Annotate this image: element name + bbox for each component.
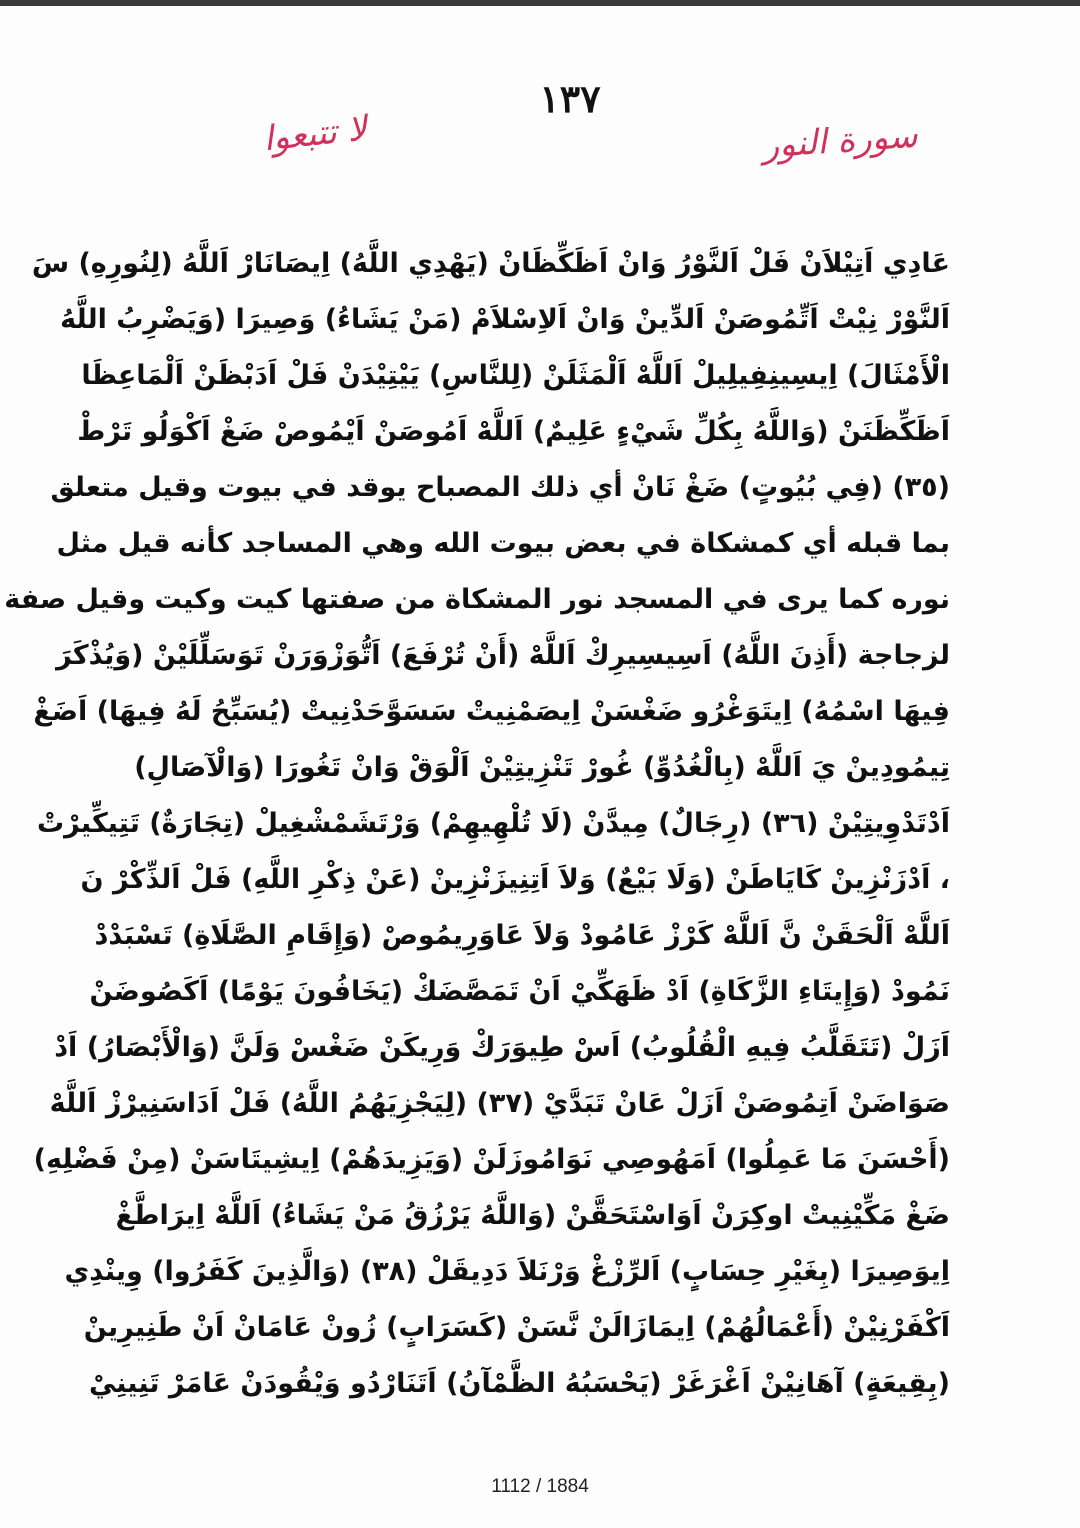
text-line: اِيوَصِيرَا (بِغَيْرِ حِسَابٍ) اَلرِّزْغْ وَرْنَلاَ دَدِيقَلْ (٣٨) (وَالَّذِينَ كَفَرُوا) وِينْدِي — [64, 1256, 950, 1287]
text-line: (بِقِيعَةٍ) آهَانِيْنْ اَغْرَغَرْ (يَحْسَبُهُ الظَّمْآنُ) اَتَنَارْدُو وَيْقُودَنْ عَامَرْ تَنِينِيْ — [88, 1368, 950, 1399]
text-line: ، اَدْزَنْزِينْ كَايَاطَنْ (وَلَا بَيْعٌ) وَلاَ اَتِنِيزَنْزِينْ (عَنْ ذِكْرِ اللَّهِ) فَلْ اَلذِّكْرْ نَ — [80, 864, 950, 895]
page-number: ١٣٧ — [539, 76, 601, 121]
text-line: ضَغْ مَكِّيْنِيتْ اوكِرَنْ اَوَاسْتَحَقَّنْ (وَاللَّهُ يَرْزُقُ مَنْ يَشَاءُ) اَللَّهْ اِيرَاطَّغْ — [115, 1200, 950, 1231]
handwritten-note: لا تتبعوا — [261, 108, 369, 160]
text-line: اَكْفَرْنِيْنْ (أَعْمَالُهُمْ) اِيمَازَالَنْ نَّسَنْ (كَسَرَابٍ) زُونْ عَامَانْ اَنْ طَنِيرِينْ — [83, 1312, 950, 1343]
text-line: بما قبله أي كمشكاة في بعض بيوت الله وهي المساجد كأنه قيل مثل — [56, 528, 950, 559]
text-line: صَوَاضَنْ اَتِمُوصَنْ اَزَلْ عَانْ تَبَدَّيْ (٣٧) (لِيَجْزِيَهُمُ اللَّهُ) فَلْ اَدَاسَنِيرْزْ اَللَّهْ — [49, 1088, 950, 1119]
text-line: الْأَمْثَالَ) اِيسِينِفِيلِيلْ اَللَّهْ اَلْمَثَلَنْ (لِلنَّاسِ) يَيْتِيْدَنْ فَلْ اَدَبْظَنْ اَلْمَاعِظَا — [81, 360, 950, 391]
text-line: لزجاجة (أَذِنَ اللَّهُ) اَسِيسِيرِكْ اَللَّهْ (أَنْ تُرْفَعَ) اَتُّوَزْوَرَنْ تَوَسَلِّلَيْنْ (وَيُذْكَرَ — [56, 640, 950, 671]
text-line: اَزَلْ (تَتَقَلَّبُ فِيهِ الْقُلُوبُ) اَسْ طِيوَرَكْ وَرِيكَنْ ضَغْسْ وَلَنَّ (وَالْأَبْصَارُ) اَدْ — [54, 1032, 950, 1063]
text-line: اَللَّهْ اَلْحَقَنْ نَّ اَللَّهْ كَرْزْ عَامُودْ وَلاَ عَاوَرِيمُوصْ (وَإِقَامِ الصَّلَاةِ) تَسْبَدْدْ — [94, 920, 950, 951]
text-line: (أَحْسَنَ مَا عَمِلُوا) اَمَهُوصِي نَوَامُوزَلَنْ (وَيَزِيدَهُمْ) اِيشِيتَاسَنْ (مِنْ فَضْلِهِ) — [33, 1144, 950, 1175]
text-line: اَظَكِّظَنَنْ (وَاللَّهُ بِكُلِّ شَيْءٍ عَلِيمٌ) اَللَّهْ اَمُوصَنْ اَيْمُوصْ ضَغْ اَكْوَلُو تَرْطْ — [77, 416, 950, 447]
pagination-indicator: 1112 / 1884 — [491, 1476, 589, 1497]
text-line: اَدْتَدْوِيتِيْنْ (٣٦) (رِجَالٌ) مِيدَّنْ (لَا تُلْهِيهِمْ) وَرْتَشَمْشْغِيلْ (تِجَارَةٌ) تَتِيكِّيرْتْ — [37, 808, 950, 839]
handwritten-surah-title: سورة النور — [761, 115, 919, 167]
text-line: نَمُودْ (وَإِيتَاءِ الزَّكَاةِ) اَدْ ظَهَكِّيْ اَنْ تَمَصَّضَكْ (يَخَافُونَ يَوْمًا) اَكَصُوضَنْ — [89, 976, 950, 1007]
text-line: تِيمُودِينْ يَ اَللَّهْ (بِالْغُدُوِّ) غُورْ تَنْزِيتِيْنْ اَلْوَقْ وَانْ تَغُورَا (وَالْآصَالِ) — [134, 752, 950, 783]
text-line: نوره كما يرى في المسجد نور المشكاة من صفتها كيت وكيت وقيل صفة — [4, 584, 950, 615]
page-text-body — [4, 236, 950, 1412]
text-line: اَلنَّوْرْ نِيْتْ اَتِّمُوصَنْ اَلدِّينْ وَانْ اَلاِسْلاَمْ (مَنْ يَشَاءُ) وَصِيرَا (وَيَضْرِبُ اللَّهُ — [60, 304, 950, 335]
scanned-page — [0, 6, 1080, 1528]
text-line: فِيهَا اسْمُهُ) اِيتَوَغْرُو ضَغْسَنْ اِيصَمْنِيتْ سَسَوَّحَدْنِيتْ (يُسَبِّحُ لَهُ فِيهَا) اَضَغْ — [33, 696, 950, 727]
text-line: عَادِي اَتِيْلاَنْ فَلْ اَلنَّوْرُ وَانْ اَظَكِّظَانْ (يَهْدِي اللَّهُ) اِيصَانَارْ اَللَّهُ (لِنُورِهِ) سَ — [31, 248, 950, 279]
text-line: (٣٥) (فِي بُيُوتٍ) ضَغْ نَانْ أي ذلك المصباح يوقد في بيوت وقيل متعلق — [50, 472, 950, 503]
